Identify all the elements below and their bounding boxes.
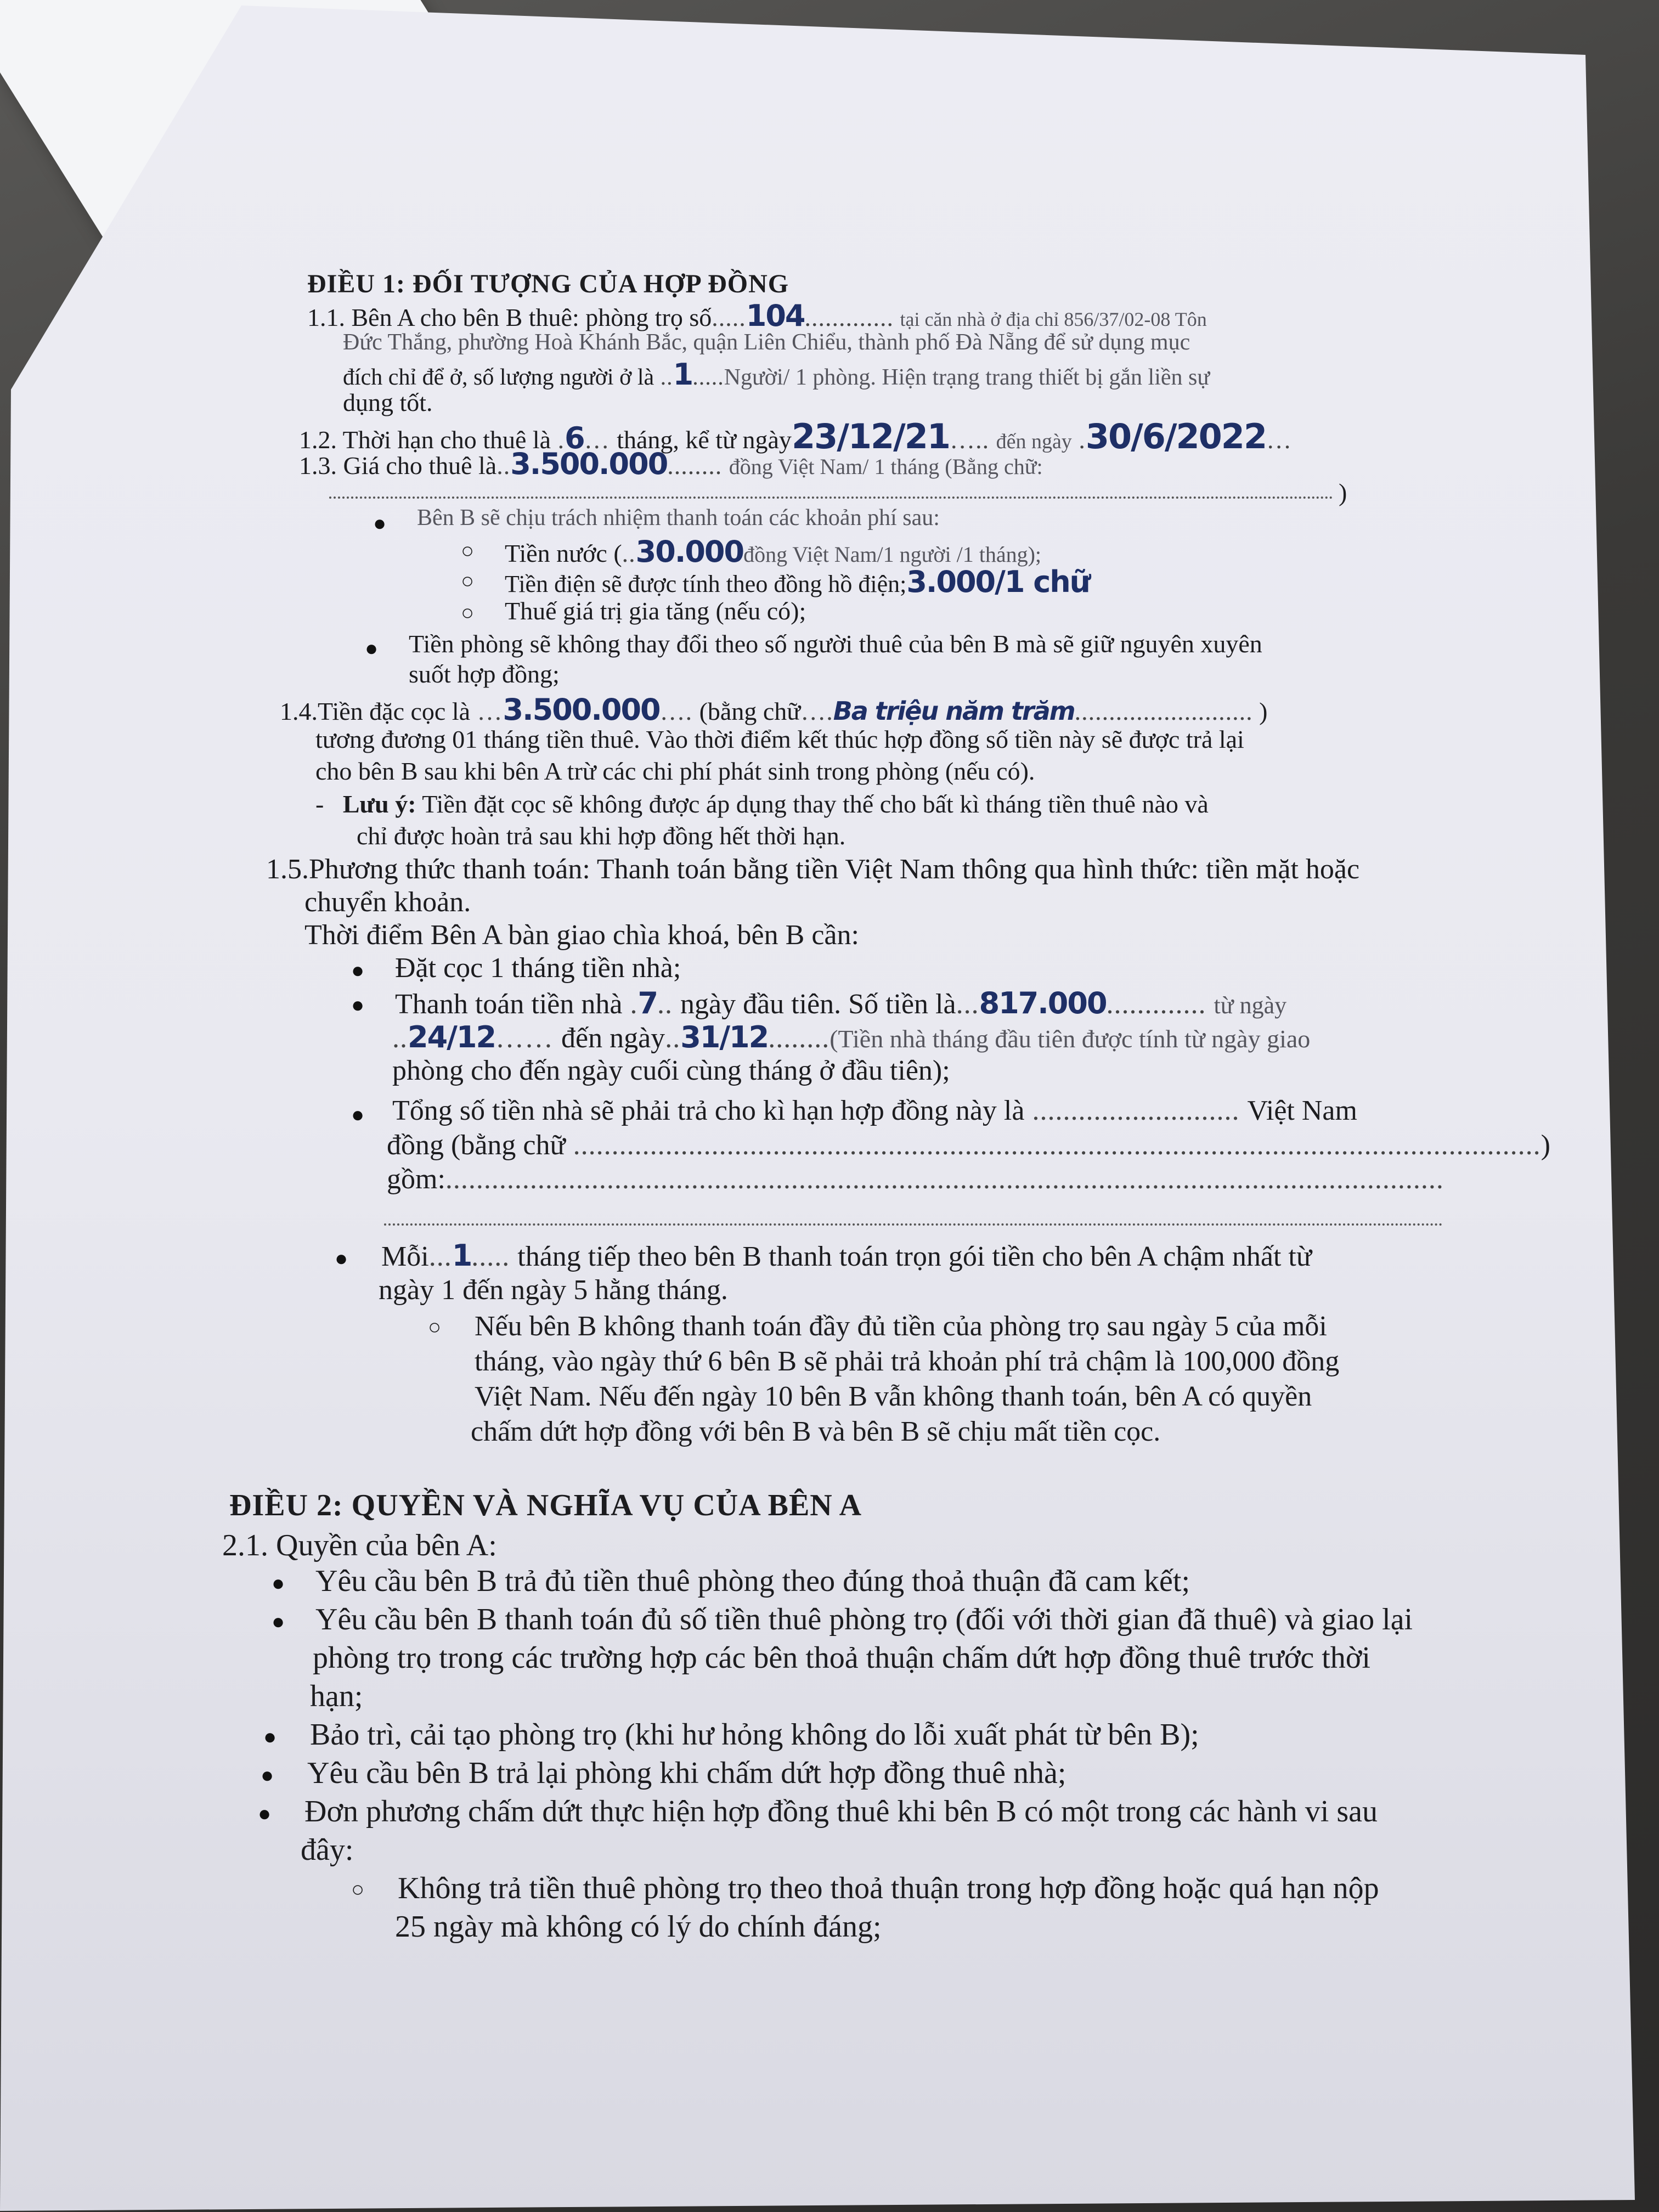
text: đồng Việt Nam/1 người /1 tháng);: [743, 542, 1042, 567]
handwritten-start-date: 23/12/21: [791, 416, 950, 456]
text: đồng (bằng chữ: [387, 1130, 566, 1161]
total-line-2: đồng (bằng chữ ..............................................................................................................................): [387, 1130, 1550, 1161]
bullet-icon: ●: [258, 1801, 272, 1826]
right-5-line-2: đây:: [301, 1833, 354, 1867]
clause-1-4-line-3: cho bên B sau khi bên A trừ các chi phí phát sinh trong phòng (nếu có).: [315, 757, 1035, 785]
circle-bullet-icon: ○: [461, 568, 475, 593]
vat-fee: Thuế giá trị gia tăng (nếu có);: [505, 597, 806, 625]
handwritten-people-count: 1: [673, 357, 693, 392]
bullet-icon: ●: [335, 1246, 348, 1271]
text: Tiền điện sẽ được tính theo đồng hồ điện;: [505, 571, 907, 597]
handwritten-electricity-fee: 3.000/1 chữ: [906, 565, 1090, 599]
text: ): [1259, 697, 1268, 725]
text: 1.3. Giá cho thuê là: [299, 452, 497, 479]
text: đồng Việt Nam/ 1 tháng (Bằng chữ:: [729, 454, 1043, 479]
note-label: Lưu ý:: [342, 790, 416, 818]
text: (bằng chữ: [699, 697, 801, 725]
clause-1-1-line-4: dụng tốt.: [343, 388, 433, 416]
water-fee: Tiền nước (..30.000đồng Việt Nam/1 người /1 tháng);: [505, 534, 1042, 569]
text: tháng tiếp theo bên B thanh toán trọn gói tiền cho bên A chậm nhất từ: [517, 1241, 1312, 1272]
text: đích chỉ để ở, số lượng người ở là: [343, 365, 654, 390]
deposit-note-line-2: chỉ được hoàn trả sau khi hợp đồng hết thời hạn.: [357, 822, 846, 850]
first-payment-line-1: Thanh toán tiền nhà .7.. ngày đầu tiên. Số tiền là...817.000............. từ ngày: [395, 986, 1287, 1020]
handwritten-pay-to: 31/12: [680, 1020, 769, 1054]
text: 1.2. Thời hạn cho thuê là: [299, 426, 551, 454]
bullet-icon: ●: [351, 1102, 365, 1127]
handwritten-deposit: 3.500.000: [503, 692, 660, 727]
bullet-icon: ●: [351, 958, 365, 983]
text: tại căn nhà ở địa chỉ 856/37/02-08 Tôn: [900, 308, 1207, 330]
text: từ ngày: [1214, 992, 1287, 1019]
late-fee-line-3: Việt Nam. Nếu đến ngày 10 bên B vẫn không thanh toán, bên A có quyền: [475, 1381, 1312, 1412]
handwritten-months: 6: [565, 421, 584, 455]
handwritten-days: 7: [637, 986, 658, 1020]
clause-1-5: 1.5.Phương thức thanh toán: Thanh toán bằng tiền Việt Nam thông qua hình thức: tiền mặt hoặc: [266, 854, 1360, 885]
bullet-icon: ●: [373, 511, 387, 535]
right-6-line-1: Không trả tiền thuê phòng trọ theo thoả thuận trong hợp đồng hoặc quá hạn nộp: [398, 1871, 1379, 1905]
article-1-title: ĐIỀU 1: ĐỐI TƯỢNG CỦA HỢP ĐỒNG: [307, 269, 789, 298]
clause-1-2: 1.2. Thời hạn cho thuê là .6… tháng, kể từ ngày23/12/21….. đến ngày .30/6/2022…: [299, 416, 1293, 456]
right-2-line-3: hạn;: [310, 1679, 363, 1713]
handwritten-room-number: 104: [746, 298, 805, 333]
clause-1-3: 1.3. Giá cho thuê là..3.500.000........ đồng Việt Nam/ 1 tháng (Bằng chữ:: [299, 447, 1043, 481]
right-3: Bảo trì, cải tạo phòng trọ (khi hư hỏng không do lỗi xuất phát từ bên B);: [310, 1718, 1199, 1752]
text: Tiền đặt cọc sẽ không được áp dụng thay thế cho bất kì tháng tiền thuê nào và: [422, 790, 1209, 818]
closing-paren: ): [1339, 478, 1347, 506]
fees-intro: Bên B sẽ chịu trách nhiệm thanh toán các khoản phí sau:: [417, 505, 940, 531]
text: Tiền phòng sẽ không thay đổi theo số người thuê của bên B mà sẽ giữ nguyên xuyên: [409, 630, 1262, 658]
clause-1-5-line-2: chuyển khoản.: [304, 887, 471, 918]
handwritten-pay-from: 24/12: [408, 1020, 496, 1054]
text: 1.1. Bên A cho bên B thuê: phòng trọ số: [307, 303, 712, 331]
right-5-line-1: Đơn phương chấm dứt thực hiện hợp đồng thuê khi bên B có một trong các hành vi sau: [304, 1795, 1378, 1829]
right-2-line-1: Yêu cầu bên B thanh toán đủ số tiền thuê phòng trọ (đối với thời gian đã thuê) và giao lại: [315, 1602, 1413, 1637]
text: 1.4.Tiền đặc cọc là: [280, 697, 471, 725]
text: Mỗi: [381, 1241, 429, 1272]
text: đến ngày: [561, 1023, 665, 1054]
text: đến ngày: [996, 430, 1072, 453]
handwritten-each: 1: [452, 1238, 472, 1273]
text: tháng, kể từ ngày: [617, 426, 792, 454]
right-2-line-2: phòng trọ trong các trường hợp các bên thoả thuận chấm dứt hợp đồng thuê trước thời: [313, 1641, 1370, 1675]
handwritten-amount: 817.000: [979, 986, 1107, 1020]
clause-1-4: 1.4.Tiền đặc cọc là …3.500.000…. (bằng chữ….Ba triệu năm trăm.......................... ): [280, 692, 1268, 727]
right-1: Yêu cầu bên B trả đủ tiền thuê phòng theo đúng thoả thuận đã cam kết;: [315, 1564, 1190, 1598]
right-6-line-2: 25 ngày mà không có lý do chính đáng;: [395, 1910, 882, 1944]
circle-bullet-icon: ○: [351, 1877, 365, 1901]
bullet-icon: ●: [351, 992, 365, 1017]
bullet-icon: ●: [272, 1571, 285, 1595]
total-line-3: gồm:..................................................................................................................................: [387, 1164, 1444, 1195]
blank-line: [384, 1223, 1443, 1226]
handwritten-end-date: 30/6/2022: [1085, 416, 1267, 456]
bullet-icon: ●: [263, 1724, 277, 1749]
right-4: Yêu cầu bên B trả lại phòng khi chấm dứt hợp đồng thuê nhà;: [307, 1756, 1066, 1790]
clause-2-1: 2.1. Quyền của bên A:: [222, 1528, 497, 1562]
handwritten-price: 3.500.000: [510, 447, 668, 481]
monthly-payment-line-1: Mỗi...1..... tháng tiếp theo bên B thanh toán trọn gói tiền cho bên A chậm nhất từ: [381, 1238, 1312, 1273]
room-price-note-1: [409, 630, 1262, 659]
monthly-payment-line-2: ngày 1 đến ngày 5 hằng tháng.: [379, 1274, 728, 1306]
article-2-title: ĐIỀU 2: QUYỀN VÀ NGHĨA VỤ CỦA BÊN A: [229, 1488, 862, 1522]
first-payment-line-2: ..24/12…… đến ngày..31/12........(Tiền nhà tháng đầu tiên được tính từ ngày giao: [392, 1020, 1311, 1054]
text: Tiền nước (: [505, 539, 622, 567]
deposit-note: - Lưu ý: Tiền đặt cọc sẽ không được áp dụng thay thế cho bất kì tháng tiền thuê nào và: [315, 790, 1209, 818]
text: (Tiền nhà tháng đầu tiên được tính từ ngày giao: [830, 1025, 1311, 1053]
text: Thanh toán tiền nhà: [395, 989, 623, 1020]
text: gồm:: [387, 1164, 445, 1195]
late-fee-line-2: tháng, vào ngày thứ 6 bên B sẽ phải trả khoản phí trả chậm là 100,000 đồng: [475, 1346, 1340, 1377]
bullet-icon: ●: [272, 1609, 285, 1634]
late-fee-line-4: chấm dứt hợp đồng với bên B và bên B sẽ chịu mất tiền cọc.: [471, 1416, 1161, 1447]
clause-1-4-line-2: tương đương 01 tháng tiền thuê. Vào thời điểm kết thúc hợp đồng số tiền này sẽ được trả lại: [315, 725, 1244, 753]
room-price-note-2: suốt hợp đồng;: [409, 660, 560, 688]
text: Tổng số tiền nhà sẽ phải trả cho kì hạn hợp đồng này là: [392, 1095, 1025, 1126]
blank-line: [329, 496, 1333, 499]
deposit-one-month: Đặt cọc 1 tháng tiền nhà;: [395, 952, 681, 984]
total-line-1: Tổng số tiền nhà sẽ phải trả cho kì hạn hợp đồng này là ........................... Việt Nam: [392, 1095, 1357, 1126]
first-payment-line-3: phòng cho đến ngày cuối cùng tháng ở đầu tiên);: [392, 1055, 950, 1086]
text: ngày đầu tiên. Số tiền là: [680, 989, 956, 1020]
bullet-icon: ●: [365, 636, 379, 661]
text: Người/ 1 phòng. Hiện trạng trang thiết bị gắn liền sự: [724, 365, 1210, 390]
circle-bullet-icon: ○: [428, 1314, 442, 1339]
text: Việt Nam: [1247, 1095, 1357, 1126]
handwritten-water-fee: 30.000: [635, 534, 744, 569]
late-fee-line-1: Nếu bên B không thanh toán đầy đủ tiền của phòng trọ sau ngày 5 của mỗi: [475, 1311, 1327, 1342]
clause-1-1-line-2: Đức Thắng, phường Hoà Khánh Bắc, quận Liên Chiểu, thành phố Đà Nẵng để sử dụng mục: [343, 330, 1190, 355]
circle-bullet-icon: ○: [461, 600, 475, 625]
clause-1-1-line-3: đích chỉ để ở, số lượng người ở là ..1.....Người/ 1 phòng. Hiện trạng trang thiết bị gắn liền sự: [343, 357, 1210, 392]
handwritten-deposit-words: Ba triệu năm trăm: [833, 696, 1075, 726]
circle-bullet-icon: ○: [461, 538, 475, 563]
text: ): [1541, 1130, 1550, 1161]
bullet-icon: ●: [261, 1763, 274, 1787]
clause-1-1-line-1: 1.1. Bên A cho bên B thuê: phòng trọ số.....104............. tại căn nhà ở địa chỉ 856/37/02-08 Tôn: [307, 298, 1207, 333]
electricity-fee: [505, 565, 1090, 599]
handover-intro: Thời điểm Bên A bàn giao chìa khoá, bên B cần:: [304, 919, 859, 951]
